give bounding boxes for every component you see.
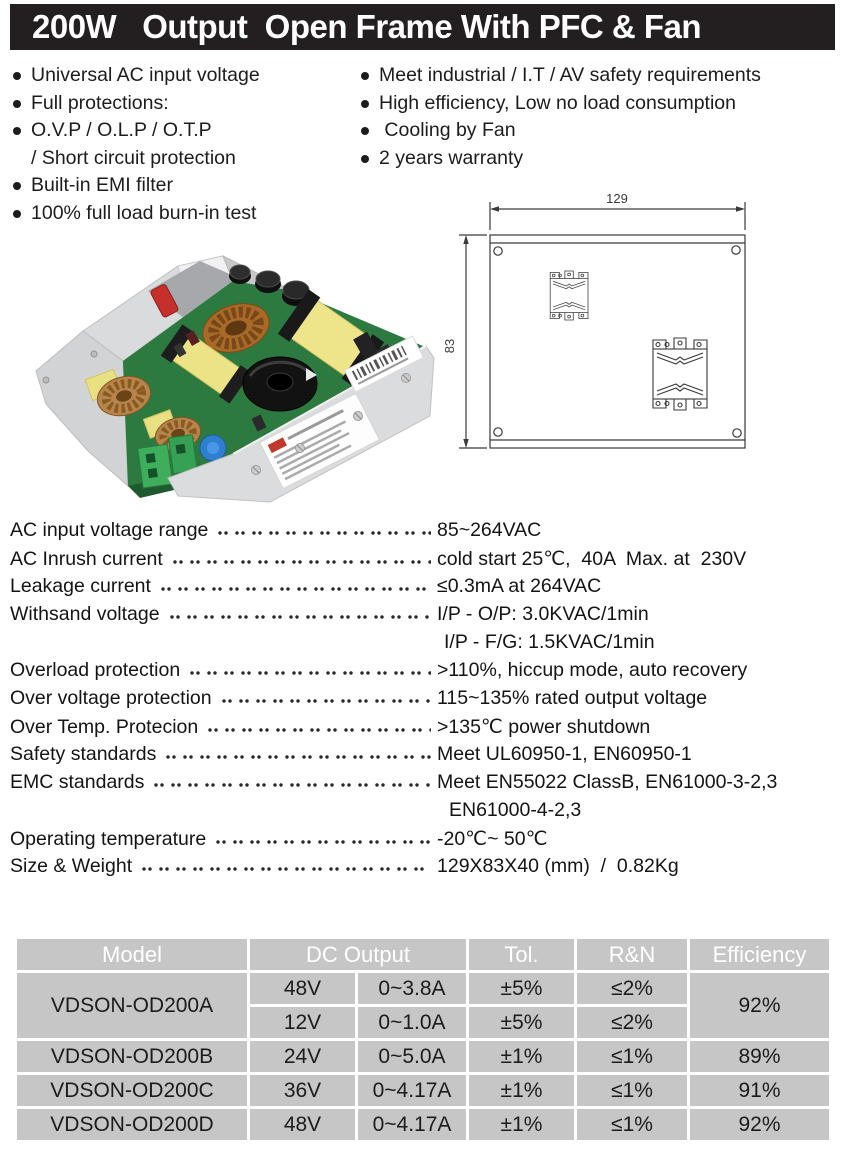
tol-cell: ±1%	[469, 1041, 574, 1072]
spec-label: AC Inrush current	[10, 548, 163, 570]
spec-label: Leakage current	[10, 575, 151, 597]
header-efficiency: Efficiency	[690, 939, 829, 970]
dot-leader	[173, 557, 431, 569]
spec-value: Meet UL60950-1, EN60950-1	[437, 743, 692, 765]
spec-row	[10, 687, 848, 715]
spec-value: I/P - O/P: 3.0KVAC/1min	[437, 603, 649, 625]
spec-value: 129X83X40 (mm) / 0.82Kg	[437, 855, 679, 877]
dot-leader	[161, 584, 431, 596]
spec-row	[10, 575, 848, 603]
tol-cell: ±1%	[469, 1109, 574, 1140]
feature-text: High efficiency, Low no load consumption	[379, 91, 736, 114]
spec-row	[10, 771, 848, 799]
dot-leader	[216, 837, 431, 849]
model-cell: VDSON-OD200A	[17, 973, 247, 1038]
header-dc-output: DC Output	[250, 939, 466, 970]
bullet-icon	[361, 72, 369, 80]
header-rn: R&N	[577, 939, 687, 970]
model-table	[14, 936, 832, 1143]
transformer-footprint-large	[653, 338, 707, 410]
feature-text: Built-in EMI filter	[31, 174, 173, 196]
title-bar	[10, 4, 835, 50]
spec-value: >110%, hiccup mode, auto recovery	[437, 659, 748, 681]
voltage-cell: 12V	[250, 1007, 355, 1038]
list-item	[358, 62, 846, 90]
feature-text: O.V.P / O.L.P / O.T.P	[31, 119, 212, 141]
spec-label: Size & Weight	[10, 855, 133, 877]
spec-list	[10, 519, 848, 883]
spec-row	[10, 547, 848, 575]
dot-leader	[222, 696, 431, 708]
spec-row	[10, 659, 848, 687]
table-header-row	[17, 939, 829, 970]
spec-row	[10, 603, 848, 631]
spec-value: >135℃ power shutdown	[437, 716, 651, 738]
spec-row	[10, 743, 848, 771]
dot-leader	[208, 725, 431, 737]
voltage-cell: 24V	[250, 1041, 355, 1072]
model-cell: VDSON-OD200D	[17, 1109, 247, 1140]
dot-leader	[154, 780, 431, 792]
spec-label: Overload protection	[10, 659, 181, 681]
header-tol: Tol.	[469, 939, 574, 970]
feature-list-left	[10, 62, 358, 227]
bullet-icon	[13, 182, 21, 190]
bullet-icon	[13, 127, 21, 135]
voltage-cell: 48V	[250, 973, 355, 1004]
model-cell: VDSON-OD200B	[17, 1041, 247, 1072]
spec-value: ≤0.3mA at 264VAC	[437, 575, 602, 597]
bullet-icon	[361, 127, 369, 135]
spec-value: EN61000-4-2,3	[449, 799, 582, 821]
tol-cell: ±5%	[469, 973, 574, 1004]
current-cell: 0~4.17A	[358, 1109, 466, 1140]
bullet-icon	[13, 100, 21, 108]
spec-row	[10, 827, 848, 855]
feature-text: Universal AC input voltage	[31, 64, 260, 86]
efficiency-cell: 89%	[690, 1041, 829, 1072]
table-row	[17, 1041, 829, 1072]
table-row	[17, 1075, 829, 1106]
feature-text: 100% full load burn-in test	[31, 201, 257, 224]
header-model: Model	[17, 939, 247, 970]
list-item	[10, 172, 358, 200]
page-title: 200W Output Open Frame With PFC & Fan	[32, 8, 702, 45]
rn-cell: ≤1%	[577, 1075, 687, 1106]
dot-leader	[170, 612, 431, 624]
list-item	[358, 90, 846, 118]
dimension-drawing	[440, 186, 852, 486]
spec-row	[10, 855, 848, 883]
list-item	[10, 117, 358, 145]
dot-leader	[142, 864, 431, 876]
spec-label: Operating temperature	[10, 828, 207, 850]
spec-label: Over voltage protection	[10, 687, 212, 709]
bullet-icon	[13, 72, 21, 80]
transformer-footprint-small	[550, 271, 588, 320]
spec-label: AC input voltage range	[10, 519, 209, 541]
current-cell: 0~1.0A	[358, 1007, 466, 1038]
feature-text: Meet industrial / I.T / AV safety requirements	[379, 64, 761, 86]
spec-row	[10, 631, 848, 659]
list-item	[10, 200, 358, 228]
feature-text: Full protections:	[31, 91, 169, 114]
dot-leader	[166, 752, 431, 764]
current-cell: 0~4.17A	[358, 1075, 466, 1106]
product-photo	[28, 246, 438, 504]
voltage-cell: 36V	[250, 1075, 355, 1106]
tol-cell: ±1%	[469, 1075, 574, 1106]
spec-value: 85~264VAC	[437, 519, 542, 541]
spec-value: 115~135% rated output voltage	[437, 687, 708, 709]
spec-label: Over Temp. Protecion	[10, 716, 199, 738]
feature-text: / Short circuit protection	[31, 146, 236, 169]
efficiency-cell: 92%	[690, 1109, 829, 1140]
spec-row	[10, 715, 848, 743]
list-item	[358, 117, 846, 145]
spec-label: Withsand voltage	[10, 603, 160, 625]
voltage-cell: 48V	[250, 1109, 355, 1140]
dot-leader	[190, 668, 431, 680]
bullet-icon	[13, 210, 21, 218]
list-item	[358, 145, 846, 173]
spec-row	[10, 799, 848, 827]
spec-value: -20℃~ 50℃	[437, 828, 548, 850]
efficiency-cell: 91%	[690, 1075, 829, 1106]
table-row	[17, 973, 829, 1004]
table-row	[17, 1109, 829, 1140]
width-dimension-label: 129	[606, 191, 628, 206]
rn-cell: ≤2%	[577, 1007, 687, 1038]
spec-label: EMC standards	[10, 771, 145, 793]
height-dimension-label: 83	[442, 338, 457, 354]
dot-leader	[218, 528, 431, 540]
spec-value: I/P - F/G: 1.5KVAC/1min	[444, 631, 655, 653]
list-item	[10, 90, 358, 118]
efficiency-cell: 92%	[690, 973, 829, 1038]
current-cell: 0~3.8A	[358, 973, 466, 1004]
rn-cell: ≤1%	[577, 1109, 687, 1140]
list-item	[10, 145, 358, 173]
spec-value: cold start 25℃, 40A Max. at 230V	[437, 548, 747, 570]
feature-text: Cooling by Fan	[379, 119, 516, 141]
tol-cell: ±5%	[469, 1007, 574, 1038]
rn-cell: ≤2%	[577, 973, 687, 1004]
spec-label: Safety standards	[10, 743, 157, 765]
current-cell: 0~5.0A	[358, 1041, 466, 1072]
model-cell: VDSON-OD200C	[17, 1075, 247, 1106]
bullet-icon	[361, 100, 369, 108]
rn-cell: ≤1%	[577, 1041, 687, 1072]
bullet-icon	[361, 155, 369, 163]
spec-value: Meet EN55022 ClassB, EN61000-3-2,3	[437, 771, 778, 793]
list-item	[10, 62, 358, 90]
feature-text: 2 years warranty	[379, 146, 524, 169]
spec-row	[10, 519, 848, 547]
